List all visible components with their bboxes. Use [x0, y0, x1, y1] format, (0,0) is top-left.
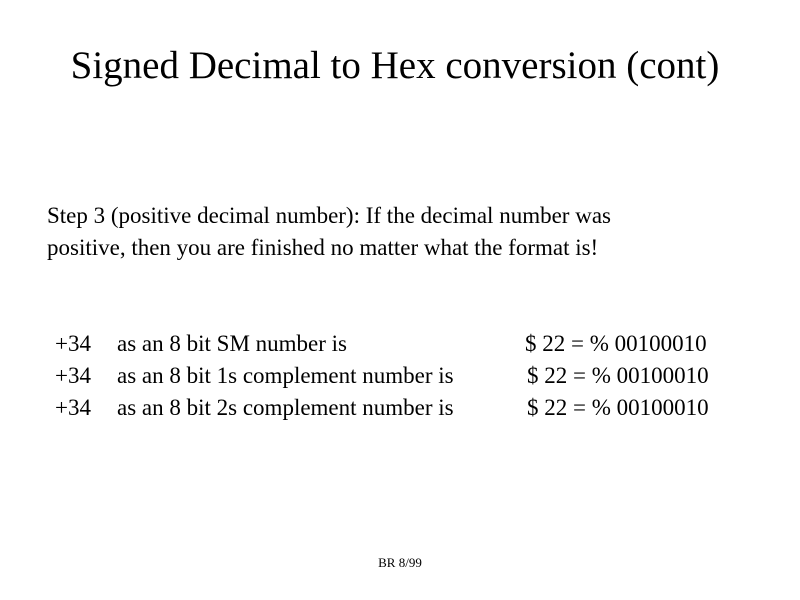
step-text-line-1: Step 3 (positive decimal number): If the decimal number was — [47, 203, 611, 228]
example-value: +34 — [55, 395, 91, 420]
example-description: as an 8 bit SM number is — [117, 331, 347, 356]
slide-title: Signed Decimal to Hex conversion (cont) — [70, 44, 720, 87]
example-row-2s-complement — [0, 392, 800, 424]
examples-list — [0, 328, 800, 424]
step-3-paragraph — [47, 200, 767, 264]
example-row-1s-complement — [0, 360, 800, 392]
slide-footer: BR 8/99 — [378, 555, 422, 570]
example-value: +34 — [55, 331, 91, 356]
step-text-line-2: positive, then you are finished no matter what the format is! — [47, 235, 599, 260]
example-result: $ 22 = % 00100010 — [527, 363, 709, 388]
example-value: +34 — [55, 363, 91, 388]
example-description: as an 8 bit 1s complement number is — [117, 363, 454, 388]
example-result: $ 22 = % 00100010 — [525, 331, 707, 356]
example-result: $ 22 = % 00100010 — [527, 395, 709, 420]
example-description: as an 8 bit 2s complement number is — [117, 395, 454, 420]
example-row-sm — [0, 328, 800, 360]
